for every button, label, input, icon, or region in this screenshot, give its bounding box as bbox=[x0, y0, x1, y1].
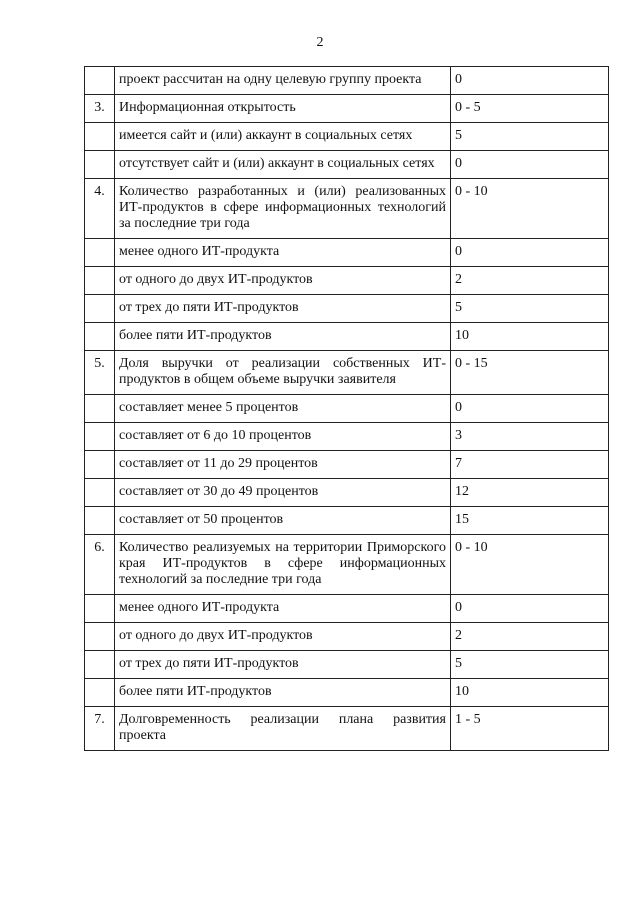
row-number bbox=[85, 507, 115, 535]
criterion-score: 3 bbox=[451, 423, 609, 451]
table-row bbox=[85, 267, 609, 295]
row-number bbox=[85, 151, 115, 179]
row-number: 4. bbox=[85, 179, 115, 239]
criterion-text: от одного до двух ИТ-продуктов bbox=[115, 267, 451, 295]
criterion-score: 1 - 5 bbox=[451, 707, 609, 751]
table-row bbox=[85, 535, 609, 595]
table-row bbox=[85, 679, 609, 707]
table-row bbox=[85, 451, 609, 479]
table-row bbox=[85, 323, 609, 351]
criterion-text: проект рассчитан на одну целевую группу проекта bbox=[115, 67, 451, 95]
criterion-text: составляет от 30 до 49 процентов bbox=[115, 479, 451, 507]
table-row bbox=[85, 623, 609, 651]
table-row bbox=[85, 651, 609, 679]
criterion-score: 0 - 10 bbox=[451, 179, 609, 239]
row-number bbox=[85, 423, 115, 451]
table-row bbox=[85, 295, 609, 323]
table-row bbox=[85, 395, 609, 423]
criterion-text: составляет от 11 до 29 процентов bbox=[115, 451, 451, 479]
criterion-text: составляет от 50 процентов bbox=[115, 507, 451, 535]
table-row bbox=[85, 123, 609, 151]
row-number bbox=[85, 479, 115, 507]
criterion-text: менее одного ИТ-продукта bbox=[115, 239, 451, 267]
row-number bbox=[85, 323, 115, 351]
table-row bbox=[85, 595, 609, 623]
criterion-text: составляет менее 5 процентов bbox=[115, 395, 451, 423]
row-number: 6. bbox=[85, 535, 115, 595]
criterion-score: 0 - 15 bbox=[451, 351, 609, 395]
criterion-score: 10 bbox=[451, 323, 609, 351]
row-number bbox=[85, 239, 115, 267]
row-number bbox=[85, 295, 115, 323]
criterion-text: составляет от 6 до 10 процентов bbox=[115, 423, 451, 451]
row-number bbox=[85, 651, 115, 679]
row-number: 7. bbox=[85, 707, 115, 751]
page-number: 2 bbox=[316, 35, 324, 50]
table-row bbox=[85, 95, 609, 123]
table-row bbox=[85, 423, 609, 451]
criterion-score: 12 bbox=[451, 479, 609, 507]
row-number bbox=[85, 395, 115, 423]
criterion-score: 2 bbox=[451, 623, 609, 651]
row-number bbox=[85, 595, 115, 623]
criterion-score: 0 bbox=[451, 395, 609, 423]
criterion-text: более пяти ИТ-продуктов bbox=[115, 679, 451, 707]
criterion-score: 10 bbox=[451, 679, 609, 707]
row-number bbox=[85, 123, 115, 151]
table-row bbox=[85, 67, 609, 95]
criterion-text: от одного до двух ИТ-продуктов bbox=[115, 623, 451, 651]
criterion-text: Долговременность реализации плана развития проекта bbox=[115, 707, 451, 751]
criterion-score: 0 - 10 bbox=[451, 535, 609, 595]
row-number bbox=[85, 623, 115, 651]
criterion-score: 5 bbox=[451, 295, 609, 323]
table-row bbox=[85, 479, 609, 507]
criterion-text: Количество реализуемых на территории Приморского края ИТ-продуктов в сфере информационных технологий за последние три года bbox=[115, 535, 451, 595]
criterion-score: 0 bbox=[451, 67, 609, 95]
criterion-text: Доля выручки от реализации собственных ИТ-продуктов в общем объеме выручки заявителя bbox=[115, 351, 451, 395]
row-number bbox=[85, 451, 115, 479]
criterion-score: 7 bbox=[451, 451, 609, 479]
criterion-text: имеется сайт и (или) аккаунт в социальных сетях bbox=[115, 123, 451, 151]
row-number: 5. bbox=[85, 351, 115, 395]
criterion-score: 0 bbox=[451, 151, 609, 179]
criterion-score: 0 - 5 bbox=[451, 95, 609, 123]
criterion-score: 0 bbox=[451, 239, 609, 267]
criterion-text: Информационная открытость bbox=[115, 95, 451, 123]
criterion-score: 15 bbox=[451, 507, 609, 535]
table-row bbox=[85, 151, 609, 179]
criterion-score: 5 bbox=[451, 123, 609, 151]
criterion-text: от трех до пяти ИТ-продуктов bbox=[115, 295, 451, 323]
row-number: 3. bbox=[85, 95, 115, 123]
table-row bbox=[85, 239, 609, 267]
row-number bbox=[85, 267, 115, 295]
criterion-text: Количество разработанных и (или) реализованных ИТ-продуктов в сфере информационных технологий за последние три года bbox=[115, 179, 451, 239]
table-row bbox=[85, 179, 609, 239]
criteria-table-body bbox=[85, 67, 609, 751]
table-row bbox=[85, 507, 609, 535]
row-number bbox=[85, 67, 115, 95]
criterion-score: 0 bbox=[451, 595, 609, 623]
row-number bbox=[85, 679, 115, 707]
criterion-score: 5 bbox=[451, 651, 609, 679]
criterion-text: отсутствует сайт и (или) аккаунт в социальных сетях bbox=[115, 151, 451, 179]
criterion-text: менее одного ИТ-продукта bbox=[115, 595, 451, 623]
criterion-score: 2 bbox=[451, 267, 609, 295]
criteria-table bbox=[84, 66, 609, 751]
criterion-text: более пяти ИТ-продуктов bbox=[115, 323, 451, 351]
table-row bbox=[85, 351, 609, 395]
table-row bbox=[85, 707, 609, 751]
criterion-text: от трех до пяти ИТ-продуктов bbox=[115, 651, 451, 679]
